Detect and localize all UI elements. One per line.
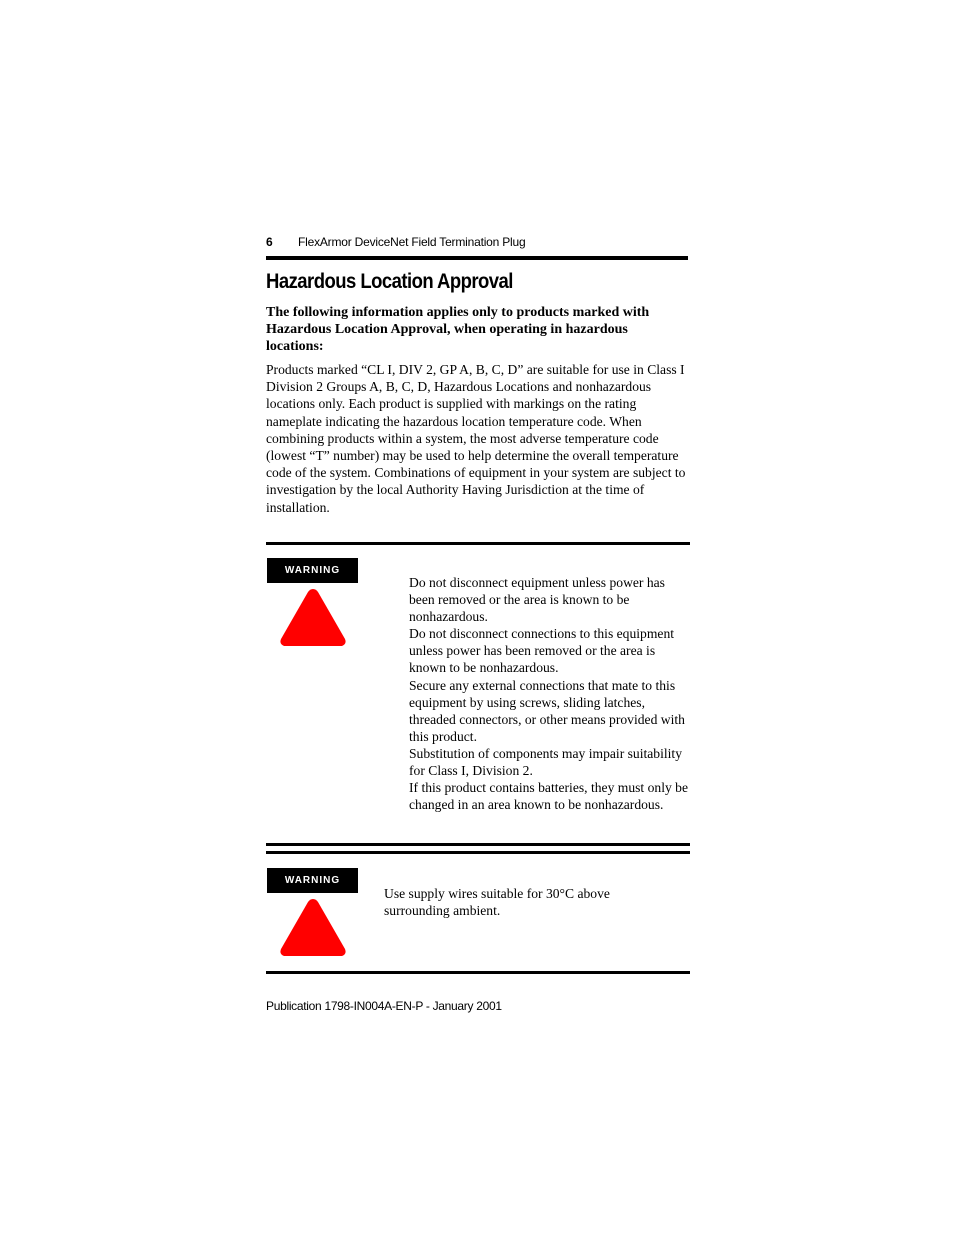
warning-bottom-rule [266,971,690,974]
header-rule [266,256,688,260]
page-number: 6 [266,235,273,249]
intro-paragraph: The following information applies only to products marked with Hazardous Location Approval, when operating in hazardous locations: [266,305,650,355]
warning-paragraph: Do not disconnect equipment unless power has been removed or the area is known to be nonhazardous. [409,575,665,625]
warning-label: WARNING [267,868,358,893]
warning-text [384,885,654,919]
publication-footer: Publication 1798-IN004A-EN-P - January 2001 [266,999,502,1013]
warning-triangle-icon [278,896,348,958]
warning-paragraph: Use supply wires suitable for 30°C above surrounding ambient. [384,886,610,919]
warning-paragraph: Do not disconnect connections to this equipment unless power has been removed or the area is known to be nonhazardous. [409,626,675,676]
warning-top-rule [266,542,690,545]
warning-triangle-icon [278,586,348,648]
running-title: FlexArmor DeviceNet Field Termination Plug [298,235,526,249]
warning-paragraph: Substitution of components may impair suitability for Class I, Division 2. [409,745,682,779]
warning-bottom-rule [266,843,690,846]
warning-paragraph: Secure any external connections that mate to this equipment by using screws, sliding latches, threaded connectors, or other means provided with this product. [409,677,685,744]
section-title: Hazardous Location Approval [266,270,513,293]
warning-paragraph: If this product contains batteries, they must only be changed in an area known to be nonhazardous. [409,780,688,813]
warning-top-rule [266,851,690,854]
body-paragraph: Products marked “CL I, DIV 2, GP A, B, C, D” are suitable for use in Class I Division 2 Groups A, B, C, D, Hazardous Locations and nonhazardous locations only. Each product is supplied with markings on the rating nameplate indicating the hazardous location temperature code. When combining products within a system, the most adverse temperature code (lowest “T” number) may be used to help determine the overall temperature code of the system. Combinations of equipment in your system are subject to investigation by the local Authority Having Jurisdiction at the time of installation. [266,362,686,515]
warning-label: WARNING [267,558,358,583]
warning-text [409,574,691,813]
